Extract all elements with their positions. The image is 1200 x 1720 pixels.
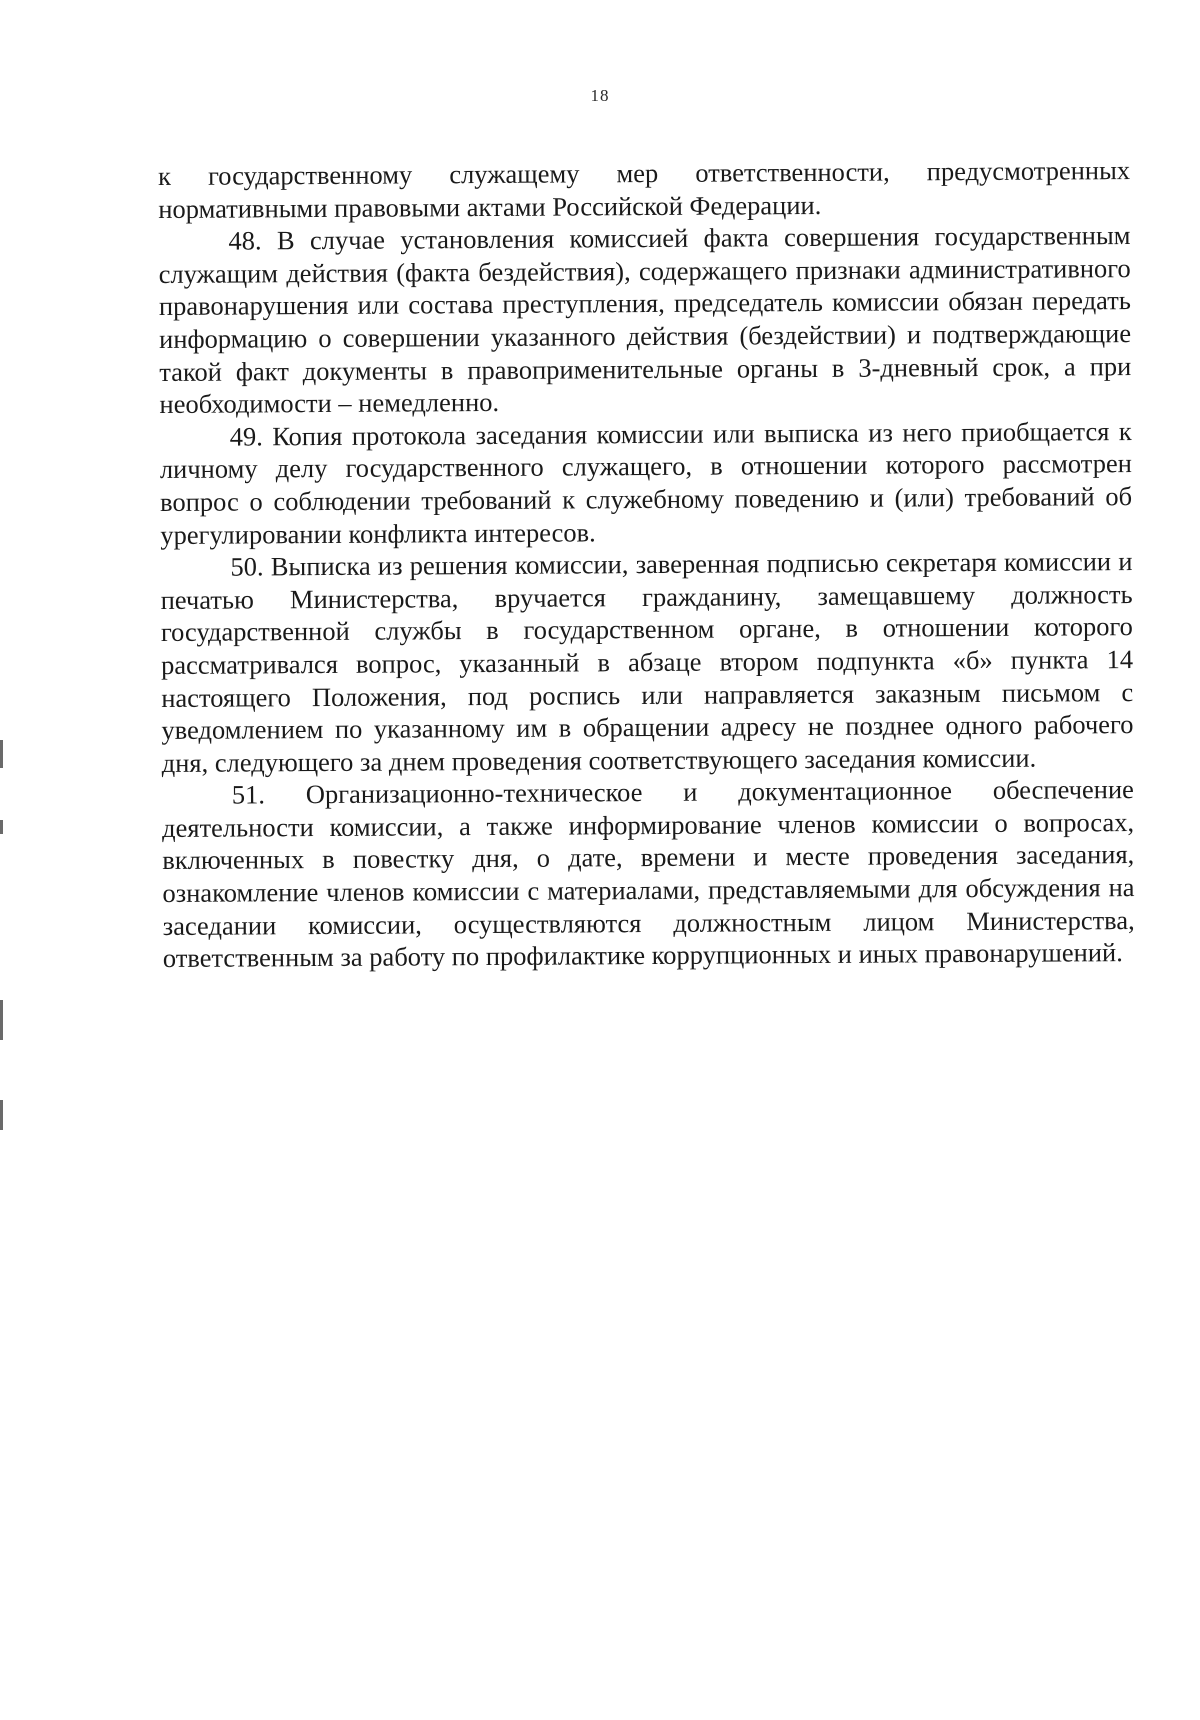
- paragraph-continuation: к государственному служащему мер ответственности, предусмотренных нормативными правовыми актами Российской Федерации.: [158, 155, 1131, 224]
- page-number: 18: [590, 86, 610, 105]
- scan-edge-mark: [0, 1100, 3, 1130]
- paragraph-49: 49. Копия протокола заседания комиссии или выписка из него приобщается к личному делу государственного служащего, в отношении которого рассмотрен вопрос о соблюдении требований к служебному поведению и (или) требований об урегулировании конфликта интересов.: [159, 415, 1133, 550]
- document-body: [158, 154, 1135, 975]
- paragraph-50: 50. Выписка из решения комиссии, заверенная подписью секретаря комиссии и печатью Министерства, вручается гражданину, замещавшему должность государственной службы в государственном органе, в отношении которого рассматривался вопрос, указанный в абзаце втором подпункта «б» пункта 14 настоящего Положения, под роспись или направляется заказным письмом с уведомлением по указанному им в обращении адресу не позднее одного рабочего дня, следующего за днем проведения соответствующего заседания комиссии.: [160, 546, 1134, 778]
- scan-edge-mark: [0, 740, 3, 768]
- scan-edge-mark: [0, 820, 3, 834]
- paragraph-48: 48. В случае установления комиссией факта совершения государственным служащим действия (факта бездействия), содержащего признаки административного правонарушения или состава преступления, председатель комиссии обязан передать информацию о совершении указанного действия (бездействии) и подтверждающие такой факт документы в правоприменительные органы в 3-дневный срок, а при необходимости – немедленно.: [158, 220, 1132, 420]
- scan-edge-mark: [0, 1000, 3, 1040]
- paragraph-51: 51. Организационно-техническое и документационное обеспечение деятельности комиссии, а также информирование членов комиссии о вопросах, включенных в повестку дня, о дате, времени и месте проведения заседания, ознакомление членов комиссии с материалами, представляемыми для обсуждения на заседании комиссии, осуществляются должностным лицом Министерства, ответственным за работу по профилактике коррупционных и иных правонарушений.: [161, 774, 1135, 974]
